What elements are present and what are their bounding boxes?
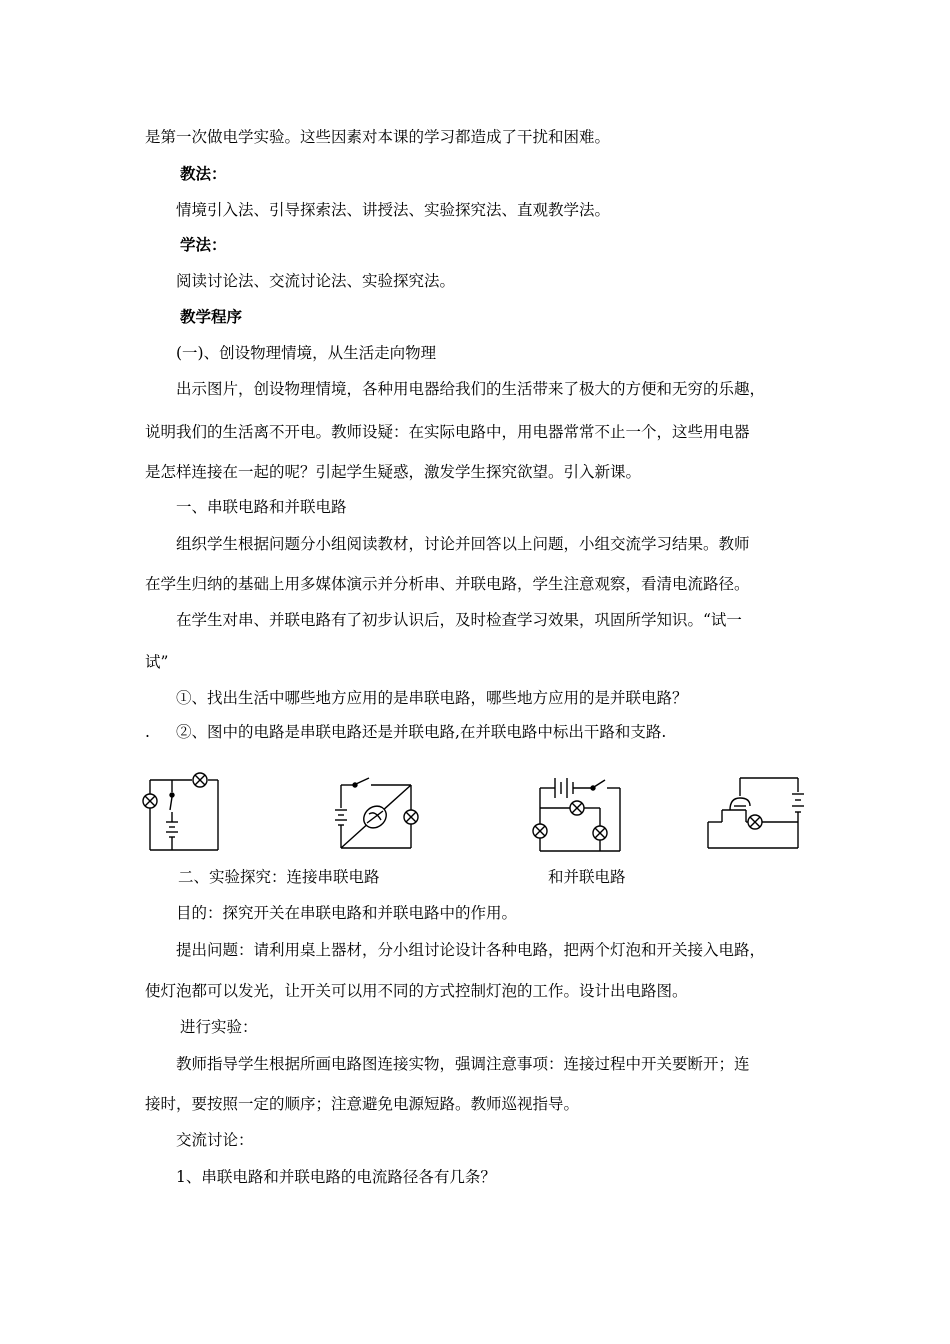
text-line: 教师指导学生根据所画电路图连接实物，强调注意事项：连接过程中开关要断开；连 bbox=[176, 1055, 750, 1073]
heading-discussion: 交流讨论： bbox=[176, 1131, 254, 1149]
text-line: 组织学生根据问题分小组阅读教材，讨论并回答以上问题，小组交流学习结果。教师 bbox=[176, 535, 750, 553]
circuit-diagram-2 bbox=[325, 770, 435, 860]
circuit-diagram-4 bbox=[700, 770, 810, 856]
text-line: 试” bbox=[145, 653, 169, 671]
subsection-title-part: 和并联电路 bbox=[548, 868, 626, 886]
text-line: 是怎样连接在一起的呢？引起学生疑惑，激发学生探究欲望。引入新课。 bbox=[145, 463, 642, 481]
text-line: 使灯泡都可以发光，让开关可以用不同的方式控制灯泡的工作。设计出电路图。 bbox=[145, 982, 688, 1000]
discussion-question-1: 1、串联电路和并联电路的电流路径各有几条？ bbox=[176, 1168, 496, 1186]
text-line: 说明我们的生活离不开电。教师设疑：在实际电路中，用电器常常不止一个，这些用电器 bbox=[145, 423, 750, 441]
circuit-diagram-1 bbox=[140, 770, 230, 856]
goal-text: 目的：探究开关在串联电路和并联电路中的作用。 bbox=[176, 904, 518, 922]
question-2-marker: . bbox=[145, 723, 150, 741]
subsection-title: 二、实验探究：连接串联电路 bbox=[178, 868, 380, 886]
subsection-title: 一、串联电路和并联电路 bbox=[176, 498, 347, 516]
heading-jiaofa: 教法： bbox=[180, 165, 227, 183]
question-1: ①、找出生活中哪些地方应用的是串联电路，哪些地方应用的是并联电路？ bbox=[176, 689, 688, 707]
text-line: 提出问题：请利用桌上器材，分小组讨论设计各种电路，把两个灯泡和开关接入电路， bbox=[176, 941, 766, 959]
text-line: 在学生归纳的基础上用多媒体演示并分析串、并联电路，学生注意观察，看清电流路径。 bbox=[145, 575, 750, 593]
text-line: 是第一次做电学实验。这些因素对本课的学习都造成了干扰和困难。 bbox=[145, 128, 611, 146]
heading-experiment: 进行实验： bbox=[180, 1018, 258, 1036]
text-line: 出示图片，创设物理情境，各种用电器给我们的生活带来了极大的方便和无穷的乐趣， bbox=[176, 380, 766, 398]
section-title: (一)、创设物理情境，从生活走向物理 bbox=[176, 344, 437, 362]
text-line: 在学生对串、并联电路有了初步认识后，及时检查学习效果，巩固所学知识。“试一 bbox=[176, 611, 742, 629]
circuit-diagram-3 bbox=[525, 768, 630, 858]
heading-procedure: 教学程序 bbox=[180, 308, 243, 326]
text-line: 接时，要按照一定的顺序；注意避免电源短路。教师巡视指导。 bbox=[145, 1095, 580, 1113]
text-line: 阅读讨论法、交流讨论法、实验探究法。 bbox=[176, 272, 456, 290]
question-2: ②、图中的电路是串联电路还是并联电路,在并联电路中标出干路和支路. bbox=[176, 723, 667, 741]
heading-xuefa: 学法： bbox=[180, 236, 227, 254]
text-line: 情境引入法、引导探索法、讲授法、实验探究法、直观教学法。 bbox=[176, 201, 611, 219]
